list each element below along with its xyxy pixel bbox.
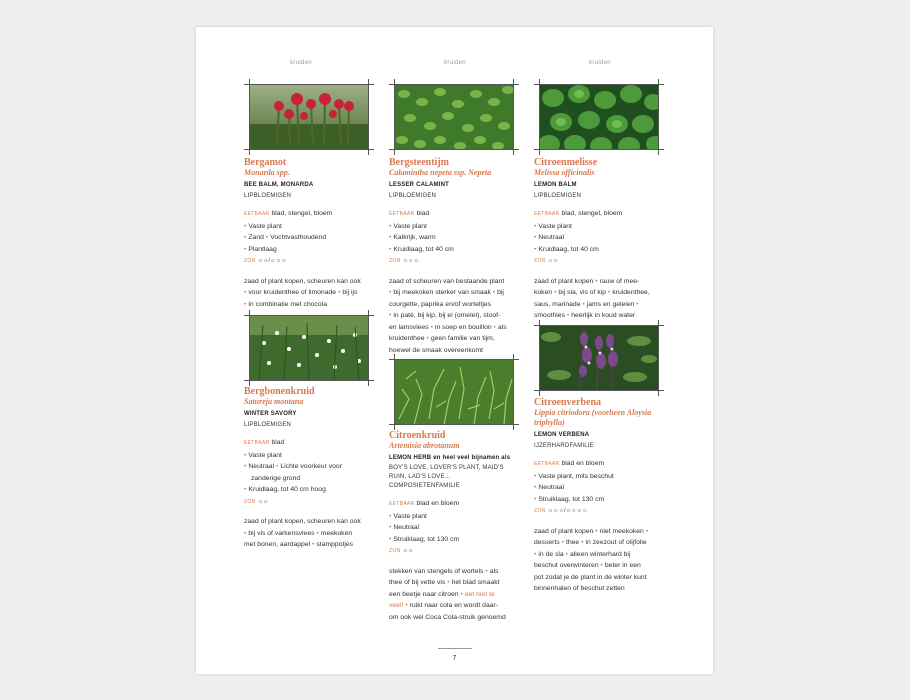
crop-mark xyxy=(534,149,664,150)
plant-family: IJZERHARDFAMILIE xyxy=(534,443,594,449)
property: Plantlaag xyxy=(248,245,277,253)
plant-entry-bergsteentijm xyxy=(389,157,529,356)
use-text: rauw of mee- xyxy=(599,277,640,285)
plant-name: Citroenmelisse xyxy=(534,157,598,168)
edible-parts: blad, stengel, bloem xyxy=(561,210,623,217)
edible-parts: blad xyxy=(271,439,285,446)
crop-mark xyxy=(389,359,519,360)
property: Vochtvasthoudend xyxy=(270,234,327,241)
running-head: kruiden xyxy=(589,60,611,66)
use-text: thee of bij vette vis xyxy=(389,579,446,586)
plant-latin-name: Melissa officinalis xyxy=(534,168,595,177)
edible-parts: blad xyxy=(416,210,430,217)
edible-parts: blad en bloem xyxy=(416,500,460,507)
property: Vaste plant xyxy=(538,222,572,230)
edible-label: EETBAAR xyxy=(534,211,560,217)
sun-label: ZON xyxy=(534,508,546,514)
book-page xyxy=(196,27,713,674)
plant-name: Bergamot xyxy=(244,157,287,168)
edible-parts: blad en bloem xyxy=(561,460,605,467)
bergsteentijm-photo xyxy=(394,84,514,150)
property: Neutraal xyxy=(393,524,420,531)
plant-entry-bergbonenkruid xyxy=(244,386,380,551)
plant-latin-name: Lippia citriodora (voorheen Aloysia xyxy=(534,408,652,417)
plant-uses: zaad of plant kopen • rauw of mee- koken • bij sla, vis of kip • kruidenthee, saus, marinade • jams en geleien • smoothies • heerlijk in koud water xyxy=(534,277,650,319)
use-text: het blad smaakt xyxy=(451,579,500,586)
property: Vaste plant xyxy=(248,451,282,459)
edible-label: EETBAAR xyxy=(389,211,415,217)
sun-label: ZON xyxy=(534,258,546,264)
plant-family: LIPBLOEMIGEN xyxy=(534,193,582,199)
plant-uses: zaad of plant kopen, scheuren kan ook • voor kruidenthee of limonade • bij ijs • in combinatie met chocola xyxy=(244,277,361,308)
use-text: bij ijs xyxy=(342,289,358,296)
use-text: in paté, bij kip, bij ei (omelet), stoof- xyxy=(393,312,501,319)
crop-mark xyxy=(389,84,519,85)
use-text: heerlijk in koud water xyxy=(571,312,636,319)
property: Vaste plant xyxy=(393,222,427,230)
use-text: zaad of plant kopen xyxy=(534,277,594,285)
use-text: smoothies xyxy=(534,312,565,319)
plant-entry-citroenkruid xyxy=(389,430,529,623)
sun-label: ZON xyxy=(244,498,256,505)
property: Vaste plant, mits beschut xyxy=(538,472,614,480)
plant-family: LIPBLOEMIGEN xyxy=(389,193,437,199)
sun-label: ZON xyxy=(389,258,401,264)
plant-entry-citroenverbena xyxy=(534,397,674,595)
property: Struiklaag, tot 130 cm xyxy=(393,535,460,543)
use-text: saus, marinade xyxy=(534,300,581,308)
use-text: bij xyxy=(497,289,504,296)
crop-mark xyxy=(244,380,374,381)
use-text: kruidenthee, xyxy=(612,289,650,296)
edible-label: EETBAAR xyxy=(244,211,270,217)
edible-label: EETBAAR xyxy=(244,440,270,446)
edible-parts: blad, stengel, bloem xyxy=(271,210,333,217)
plant-latin-name: Calamintha nepeta ssp. Nepeta xyxy=(389,168,492,177)
plant-common-name: BEE BALM, MONARDA xyxy=(244,182,314,188)
use-text: zaad of plant kopen, scheuren kan ook xyxy=(244,518,361,525)
edible-label: EETBAAR xyxy=(534,461,560,467)
plant-entry-citroenmelisse xyxy=(534,157,670,322)
plant-entry-bergamot xyxy=(244,157,380,310)
plant-latin-name: Artemisia abrotanum xyxy=(389,441,460,450)
use-text: als xyxy=(497,323,507,331)
property: Kalkrijk, warm xyxy=(393,234,436,241)
use-text: binnenhalen of beschut zetten xyxy=(534,585,625,592)
crop-mark xyxy=(394,354,395,430)
plant-properties: EETBAAR blad • Vaste plant • Neutraal • Lichte voorkeur voor zanderige grond • Kruidlaag, tot 40 cm hoog ZON ☼☼ xyxy=(244,439,342,505)
plant-properties: EETBAAR blad, stengel, bloem • Vaste plant • Neutraal • Kruidlaag, tot 40 cm ZON ☼☼ xyxy=(534,210,623,264)
property: Vaste plant xyxy=(248,222,282,230)
use-text: beter in een xyxy=(604,562,641,569)
use-text: hoewel de smaak overeenkomt xyxy=(389,346,484,354)
plant-name: Citroenverbena xyxy=(534,397,602,408)
use-text: courgette, paprika en/of worteltjes xyxy=(389,300,492,308)
use-text: desserts xyxy=(534,539,560,546)
property: zanderige grond xyxy=(251,474,301,482)
crop-mark xyxy=(249,79,250,155)
edible-label: EETBAAR xyxy=(389,501,415,507)
crop-mark xyxy=(513,354,514,430)
use-text: als xyxy=(489,567,499,575)
use-text: in de sla xyxy=(538,550,564,558)
property: Zand xyxy=(248,234,264,241)
sun-rating: ☼☼/☼☼☼ xyxy=(257,258,287,264)
crop-mark xyxy=(389,149,519,150)
plant-uses: zaad of scheuren van bestaande plant • bij meekoken sterker van smaak • bij courgette, paprika en/of worteltjes • in paté, bij kip, bij ei (omelet), stoof- en lamsvlees • in soep en bouillon • als kruidenthee • geen familie van tijm, hoewel de smaak overeenkomt xyxy=(389,277,507,354)
use-text: geen familie van tijm, xyxy=(430,335,495,342)
use-text: in combinatie met chocola xyxy=(248,300,327,308)
use-text: pot zodat je de plant in de winter kunt xyxy=(534,573,647,581)
plant-name: Bergsteentijm xyxy=(389,157,449,168)
citroenmelisse-photo xyxy=(539,84,659,150)
use-text: beschut overwinteren xyxy=(534,562,599,569)
use-text: alleen winterhard bij xyxy=(570,550,631,558)
use-text: een beetje naar citroen xyxy=(389,590,459,598)
use-text: om ook wel Coca Cola-struik genoemd xyxy=(389,613,506,621)
plant-latin-name: Monarda spp. xyxy=(244,168,290,177)
plant-name: Bergbonenkruid xyxy=(244,386,315,397)
plant-properties: EETBAAR blad • Vaste plant • Kalkrijk, warm • Kruidlaag, tot 40 cm ZON ☼☼☼ xyxy=(389,210,454,264)
sun-rating: ☼☼☼ xyxy=(402,258,419,264)
citroenverbena-photo xyxy=(539,325,659,391)
property: Neutraal xyxy=(538,234,565,241)
use-text: stekken van stengels of wortels xyxy=(389,567,484,575)
plant-latin-name: Satureja montana xyxy=(244,397,304,406)
use-text: bij vis of varkensvlees xyxy=(248,529,315,537)
use-text: zaad of scheuren van bestaande plant xyxy=(389,277,505,285)
plant-common-name: WINTER SAVORY xyxy=(244,411,297,417)
plant-name: Citroenkruid xyxy=(389,430,446,441)
warning-text: eet niet te xyxy=(464,590,495,598)
running-head: kruiden xyxy=(444,60,466,66)
crop-mark xyxy=(513,79,514,155)
crop-mark xyxy=(658,79,659,155)
plant-common-name: LESSER CALAMINT xyxy=(389,182,449,188)
crop-mark xyxy=(249,310,250,386)
crop-mark xyxy=(244,149,374,150)
property: Neutraal xyxy=(248,463,275,470)
plant-uses: zaad of plant kopen, scheuren kan ook • bij vis of varkensvlees • meekoken met bonen, aardappel • stamppotjes xyxy=(244,518,361,548)
crop-mark xyxy=(244,315,374,316)
sun-label: ZON xyxy=(389,548,401,554)
use-text: meekoken xyxy=(320,529,353,537)
property: Struiklaag, tot 130 cm xyxy=(538,495,605,503)
sun-rating: ☼☼ xyxy=(547,258,559,264)
use-text: thee xyxy=(565,539,580,546)
page-number-rule xyxy=(438,648,472,649)
plant-properties: EETBAAR blad en bloem • Vaste plant, mits beschut • Neutraal • Struiklaag, tot 130 cm ZON ☼☼☼/☼☼☼☼ xyxy=(534,460,614,514)
use-text: koken xyxy=(534,289,553,296)
use-text: kruidenthee xyxy=(389,335,425,342)
property: Neutraal xyxy=(538,484,565,491)
use-text: in soep en bouillon xyxy=(434,323,492,331)
sun-label: ZON xyxy=(244,258,256,264)
bergbonenkruid-photo xyxy=(249,315,369,381)
plant-common-name: LEMON BALM xyxy=(534,182,577,188)
use-text: zaad of plant kopen xyxy=(534,527,594,535)
plant-properties: EETBAAR blad en bloem • Vaste plant • Neutraal • Struiklaag, tot 130 cm ZON ☼☼ xyxy=(389,500,460,554)
crop-mark xyxy=(539,79,540,155)
plant-common-name: RUIN, LAD'S LOVE... xyxy=(389,474,451,480)
use-text: jams en geleien xyxy=(586,300,635,308)
plant-common-name: LEMON HERB en heel veel bijnamen als xyxy=(389,455,511,461)
plant-family: LIPBLOEMIGEN xyxy=(244,422,292,428)
use-text: en lamsvlees xyxy=(389,323,429,331)
plant-uses: stekken van stengels of wortels • als thee of bij vette vis • het blad smaakt een beetje naar citroen • eet niet te veel! • ruikt naar cola en wordt daar- om ook wel Coca Cola-struik genoemd xyxy=(389,567,506,621)
property: Vaste plant xyxy=(393,512,427,520)
use-text: zaad of plant kopen, scheuren kan ook xyxy=(244,277,361,285)
crop-mark xyxy=(368,79,369,155)
citroenkruid-photo xyxy=(394,359,514,425)
plant-properties: EETBAAR blad, stengel, bloem • Vaste plant • Zand • Vochtvasthoudend • Plantlaag ZON ☼☼/☼☼☼ xyxy=(244,210,333,264)
crop-mark xyxy=(539,320,540,396)
plant-common-name: BOY'S LOVE, LOVER'S PLANT, MAID'S xyxy=(389,465,504,471)
crop-mark xyxy=(394,79,395,155)
use-text: voor kruidenthee of limonade xyxy=(248,289,337,296)
property: Lichte voorkeur voor xyxy=(280,463,342,470)
use-text: met bonen, aardappel xyxy=(244,541,311,548)
page-number: 7 xyxy=(452,655,457,662)
property: Kruidlaag, tot 40 cm xyxy=(538,245,599,253)
plant-uses: zaad of plant kopen • niet meekoken • desserts • thee • in zeezout of olijfolie • in de sla • alleen winterhard bij beschut overwinteren • beter in een pot zodat je de plant in de winter kunt binnenhalen of beschut zetten xyxy=(534,527,649,592)
crop-mark xyxy=(534,84,664,85)
sun-rating: ☼☼ xyxy=(402,548,414,554)
plant-common-name: LEMON VERBENA xyxy=(534,432,590,438)
property: Kruidlaag, tot 40 cm xyxy=(393,245,454,253)
crop-mark xyxy=(534,325,664,326)
crop-mark xyxy=(244,84,374,85)
bergamot-photo xyxy=(249,84,369,150)
sun-rating: ☼☼☼/☼☼☼☼ xyxy=(547,508,588,514)
use-text: niet meekoken xyxy=(599,527,644,535)
property: Kruidlaag, tot 40 cm hoog xyxy=(248,486,326,493)
plant-family: LIPBLOEMIGEN xyxy=(244,193,292,199)
crop-mark xyxy=(368,310,369,386)
crop-mark xyxy=(534,390,664,391)
plant-family: COMPOSIETENFAMILIE xyxy=(389,483,460,489)
crop-mark xyxy=(389,424,519,425)
sun-rating: ☼☼ xyxy=(257,498,269,505)
running-head: kruiden xyxy=(290,60,312,66)
plant-latin-name: triphylla) xyxy=(534,418,565,427)
use-text: ruikt naar cola en wordt daar- xyxy=(409,602,499,609)
use-text: stamppotjes xyxy=(316,541,354,548)
use-text: bij sla, vis of kip xyxy=(558,289,607,296)
use-text: in zeezout of olijfolie xyxy=(585,539,647,546)
use-text: bij meekoken sterker van smaak xyxy=(393,289,491,296)
warning-text: veel! xyxy=(389,602,404,609)
crop-mark xyxy=(658,320,659,396)
